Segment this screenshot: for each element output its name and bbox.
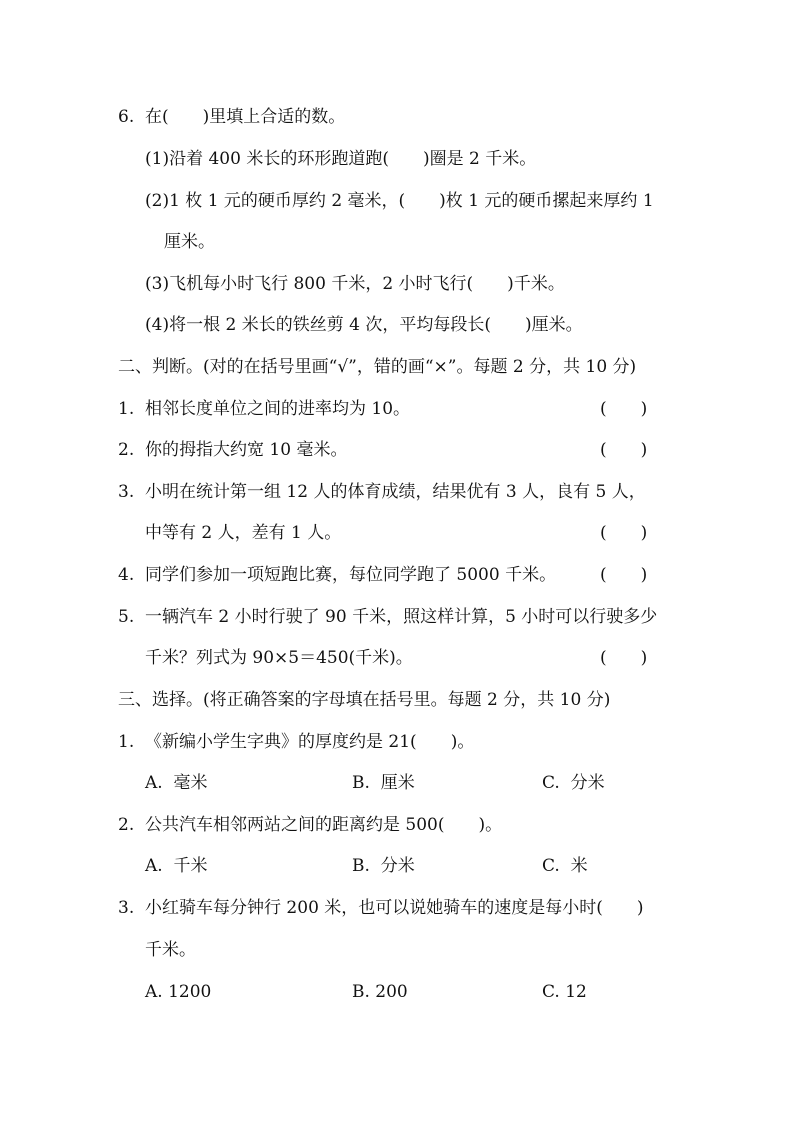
judge-item-5: 5. 一辆汽车 2 小时行驶了 90 千米，照这样计算，5 小时可以行驶多少 xyxy=(118,607,658,627)
choice-2-option-c[interactable]: C. 米 xyxy=(542,856,588,876)
choice-1-option-c[interactable]: C. 分米 xyxy=(542,773,605,793)
judge-answer-blank-4[interactable]: ( ) xyxy=(600,565,648,585)
question-6-item-2-cont: 厘米。 xyxy=(164,232,215,252)
judge-item-5-cont: 千米？列式为 90×5＝450(千米)。 xyxy=(145,648,413,668)
judge-answer-blank-3[interactable]: ( ) xyxy=(600,523,648,543)
judge-answer-blank-5[interactable]: ( ) xyxy=(600,648,648,668)
choice-item-3: 3. 小红骑车每分钟行 200 米，也可以说她骑车的速度是每小时( ) xyxy=(118,898,644,918)
choice-3-option-a[interactable]: A. 1200 xyxy=(145,982,212,1002)
judge-item-1: 1. 相邻长度单位之间的进率均为 10。 xyxy=(118,399,411,419)
judge-item-2: 2. 你的拇指大约宽 10 毫米。 xyxy=(118,440,348,460)
question-6-item-3: (3)飞机每小时飞行 800 千米，2 小时飞行( )千米。 xyxy=(145,274,565,294)
judge-item-3-cont: 中等有 2 人，差有 1 人。 xyxy=(145,523,342,543)
question-6-title: 6. 在( )里填上合适的数。 xyxy=(118,107,346,127)
judge-item-3: 3. 小明在统计第一组 12 人的体育成绩，结果优有 3 人，良有 5 人， xyxy=(118,482,646,502)
choice-item-2: 2. 公共汽车相邻两站之间的距离约是 500( )。 xyxy=(118,815,503,835)
judge-answer-blank-2[interactable]: ( ) xyxy=(600,440,648,460)
choice-section-heading: 三、选择。(将正确答案的字母填在括号里。每题 2 分，共 10 分) xyxy=(118,690,611,710)
choice-2-option-b[interactable]: B. 分米 xyxy=(352,856,415,876)
choice-3-option-c[interactable]: C. 12 xyxy=(542,982,587,1002)
question-6-item-1: (1)沿着 400 米长的环形跑道跑( )圈是 2 千米。 xyxy=(145,149,537,169)
judge-item-4: 4. 同学们参加一项短跑比赛，每位同学跑了 5000 千米。 xyxy=(118,565,557,585)
choice-2-option-a[interactable]: A. 千米 xyxy=(145,856,208,876)
choice-1-option-b[interactable]: B. 厘米 xyxy=(352,773,415,793)
choice-item-3-cont: 千米。 xyxy=(145,940,196,960)
judge-answer-blank-1[interactable]: ( ) xyxy=(600,399,648,419)
choice-1-option-a[interactable]: A. 毫米 xyxy=(145,773,208,793)
question-6-item-2: (2)1 枚 1 元的硬币厚约 2 毫米，( )枚 1 元的硬币摞起来厚约 1 xyxy=(145,191,654,211)
choice-item-1: 1. 《新编小学生字典》的厚度约是 21( )。 xyxy=(118,732,475,752)
question-6-item-4: (4)将一根 2 米长的铁丝剪 4 次，平均每段长( )厘米。 xyxy=(145,315,583,335)
judge-section-heading: 二、判断。(对的在括号里画“√”，错的画“×”。每题 2 分，共 10 分) xyxy=(118,357,637,377)
choice-3-option-b[interactable]: B. 200 xyxy=(352,982,408,1002)
